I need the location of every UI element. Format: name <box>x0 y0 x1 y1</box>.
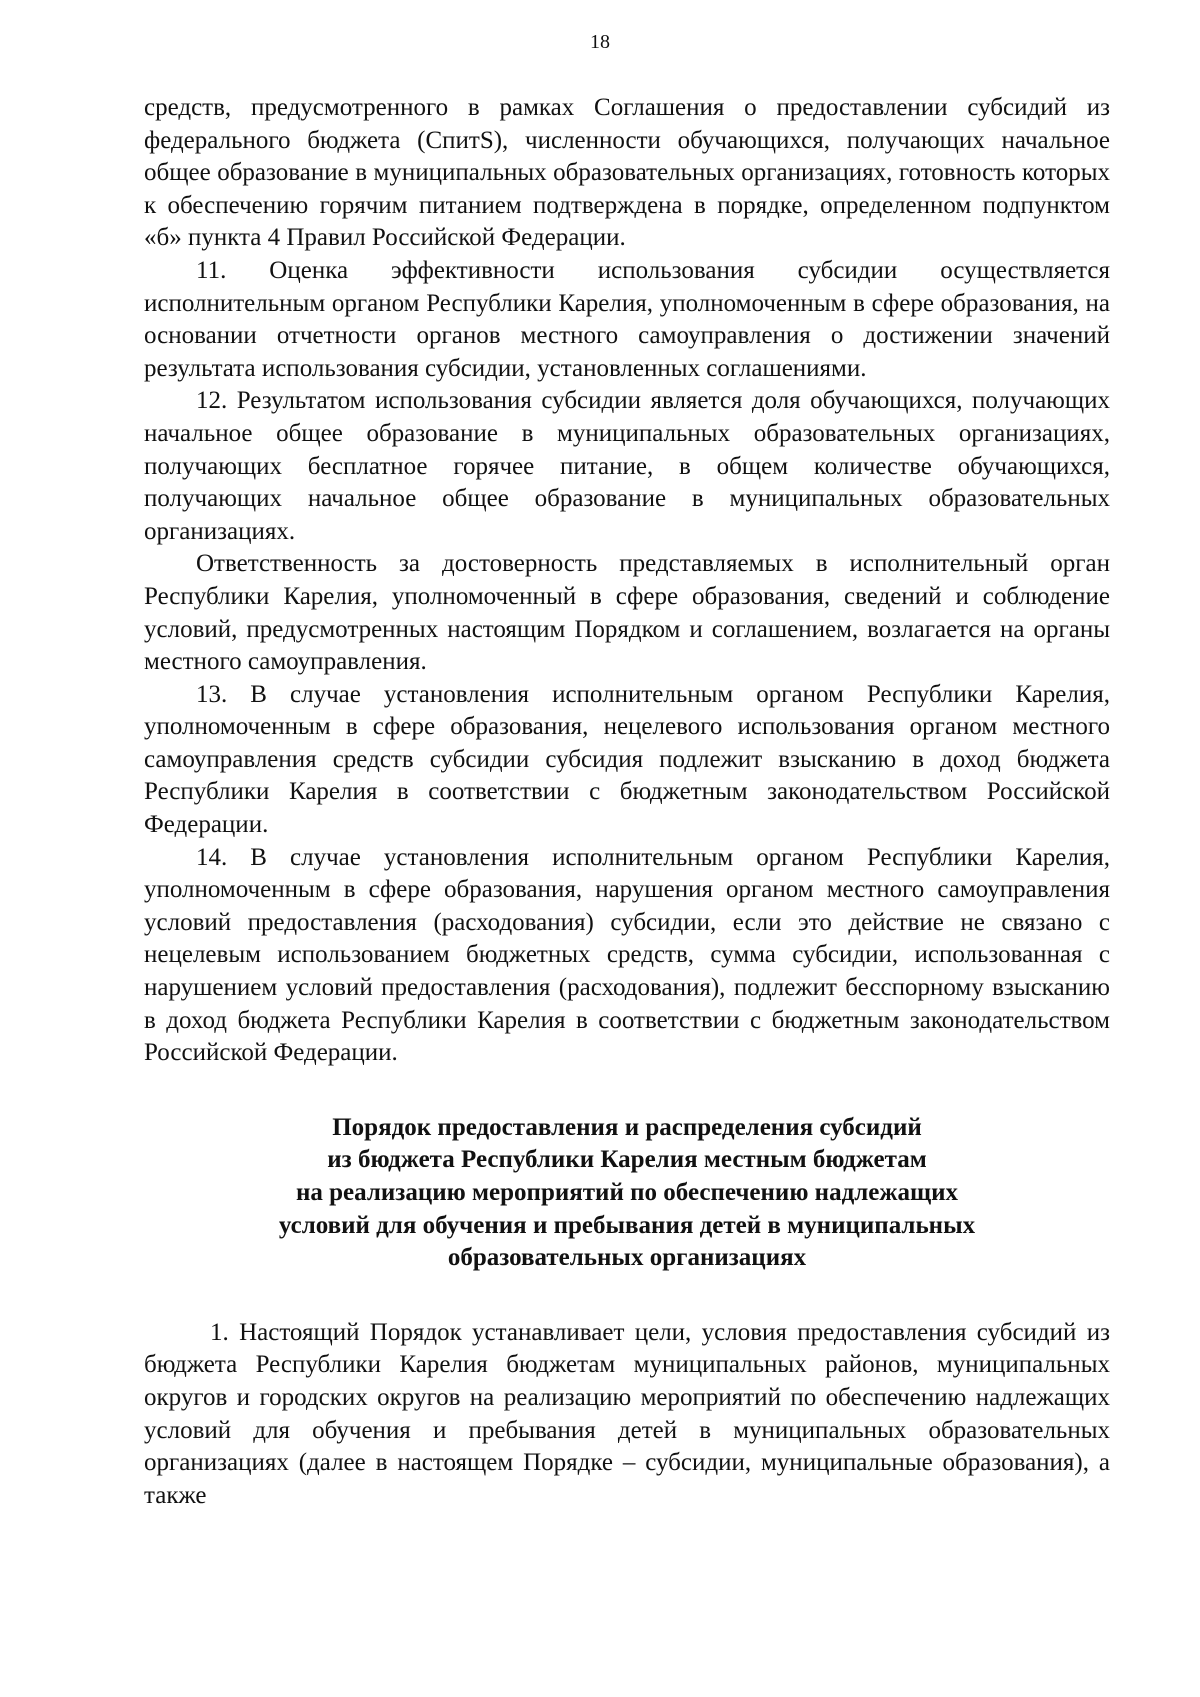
paragraph-12: 12. Результатом использования субсидии является доля обучающихся, получающих начальное общее образование в муниципальных образовательных организациях, получающих бесплатное горячее питание, в общем количестве обучающихся, получающих начальное общее образование в муниципальных образовательных организациях. <box>144 387 1110 545</box>
document-body <box>144 92 1110 1512</box>
paragraph-13: 13. В случае установления исполнительным органом Республики Карелия, уполномоченным в сфере образования, нецелевого использования органом местного самоуправления средств субсидии субсидия подлежит взысканию в доход бюджета Республики Карелия в соответствии с бюджетным законодательством Российской Федерации. <box>144 680 1110 839</box>
section-heading <box>144 1112 1110 1275</box>
heading-line: условий для обучения и пребывания детей в муниципальных <box>278 1211 976 1239</box>
paragraph-14: 14. В случае установления исполнительным органом Республики Карелия, уполномоченным в сфере образования, нарушения органом местного самоуправления условий предоставления (расходования) субсидии, если это действие не связано с нецелевым использованием бюджетных средств, сумма субсидии, использованная с нарушением условий предоставления (расходования), подлежит бесспорному взысканию в доход бюджета Республики Карелия в соответствии с бюджетным законодательством Российской Федерации. <box>144 843 1110 1067</box>
paragraph-1: 1. Настоящий Порядок устанавливает цели, условия предоставления субсидий из бюджета Республики Карелия бюджетам муниципальных районов, муниципальных округов и городских округов на реализацию мероприятий по обеспечению надлежащих условий для обучения и пребывания детей в муниципальных образовательных организациях (далее в настоящем Порядке – субсидии, муниципальные образования), а также <box>144 1318 1110 1509</box>
heading-line: на реализацию мероприятий по обеспечению надлежащих <box>296 1179 958 1206</box>
paragraph-11: 11. Оценка эффективности использования субсидии осуществляется исполнительным органом Республики Карелия, уполномоченным в сфере образования, на основании отчетности органов местного самоуправления о достижении значений результата использования субсидии, установленных соглашениями. <box>144 256 1110 382</box>
heading-line: Порядок предоставления и распределения субсидий <box>332 1113 922 1141</box>
heading-line: образовательных организациях <box>447 1244 807 1272</box>
paragraph-continuation: средств, предусмотренного в рамках Соглашения о предоставлении субсидий из федерального бюджета (СпитS), численности обучающихся, получающих начальное общее образование в муниципальных образовательных организациях, готовность которых к обеспечению горячим питанием подтверждена в порядке, определенном подпунктом «б» пункта 4 Правил Российской Федерации. <box>144 94 1110 252</box>
paragraph-responsibility: Ответственность за достоверность представляемых в исполнительный орган Республики Карелия, уполномоченный в сфере образования, сведений и соблюдение условий, предусмотренных настоящим Порядком и соглашением, возлагается на органы местного самоуправления. <box>144 550 1110 676</box>
page-number: 18 <box>590 31 610 53</box>
heading-line: из бюджета Республики Карелия местным бюджетам <box>327 1146 927 1174</box>
